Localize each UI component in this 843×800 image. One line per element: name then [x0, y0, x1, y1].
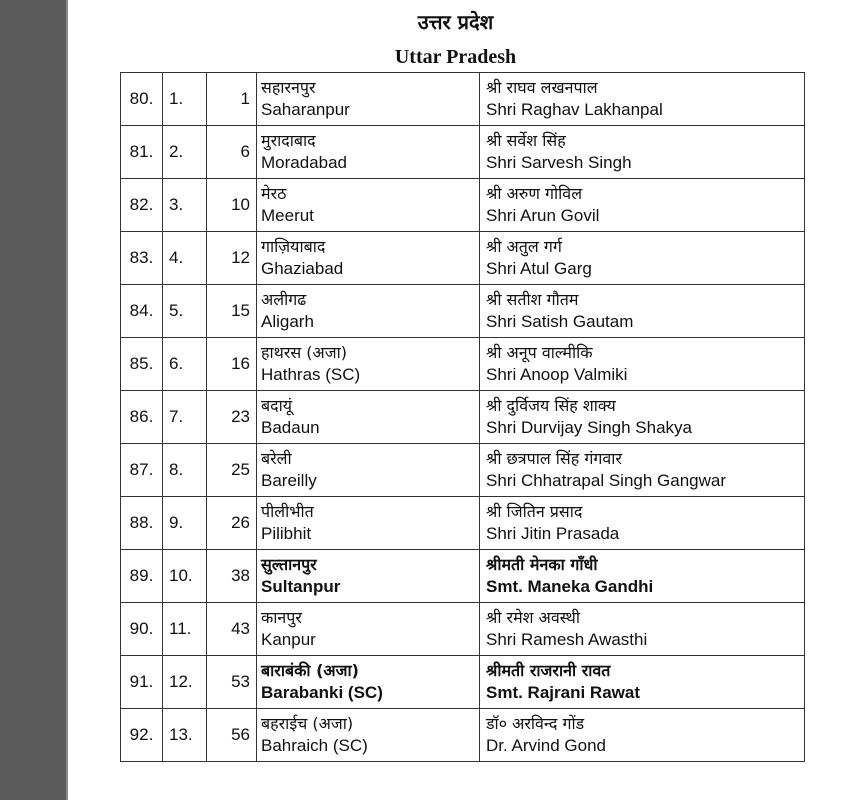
- state-serial-cell: [163, 603, 207, 656]
- candidate-name-hindi: डॉ० अरविन्द गोंड: [486, 714, 585, 733]
- constituency-name-english: Pilibhit: [261, 524, 312, 543]
- constituency-cell: [257, 338, 480, 391]
- constituency-number: 10: [231, 195, 250, 214]
- candidate-cell: [480, 444, 805, 497]
- constituency-name-hindi: बाराबंकी (अजा): [261, 661, 359, 680]
- table-row: [121, 603, 805, 656]
- serial-number: 80.: [129, 89, 154, 108]
- constituency-cell: [257, 285, 480, 338]
- table-row: [121, 497, 805, 550]
- candidate-cell: [480, 126, 805, 179]
- constituency-name-english: Aligarh: [261, 312, 314, 331]
- constituency-number: 6: [240, 142, 250, 161]
- serial-number: 90.: [129, 619, 154, 638]
- state-serial-cell: [163, 285, 207, 338]
- document-page: [68, 0, 843, 800]
- constituency-number: 23: [231, 407, 250, 426]
- constituency-cell: [257, 73, 480, 126]
- state-serial-cell: [163, 497, 207, 550]
- candidate-name-english: Shri Raghav Lakhanpal: [486, 100, 663, 119]
- state-serial-number: 6.: [169, 354, 184, 373]
- candidate-cell: [480, 391, 805, 444]
- constituency-name-hindi: कानपुर: [261, 608, 302, 627]
- constituency-number: 15: [231, 301, 250, 320]
- candidate-name-english: Shri Arun Govil: [486, 206, 600, 225]
- table-row: [121, 656, 805, 709]
- constituency-name-hindi: बदायूं: [261, 396, 293, 415]
- serial-number: 86.: [129, 407, 154, 426]
- serial-number: 92.: [129, 725, 154, 744]
- table-row: [121, 73, 805, 126]
- state-serial-cell: [163, 444, 207, 497]
- constituency-number: 25: [231, 460, 250, 479]
- serial-cell: [121, 497, 163, 550]
- constituency-name-english: Saharanpur: [261, 100, 350, 119]
- constituency-cell: [257, 179, 480, 232]
- serial-cell: [121, 391, 163, 444]
- state-serial-number: 2.: [169, 142, 184, 161]
- constituency-cell: [257, 656, 480, 709]
- table-row: [121, 232, 805, 285]
- state-serial-cell: [163, 338, 207, 391]
- serial-cell: [121, 550, 163, 603]
- candidate-name-english: Shri Chhatrapal Singh Gangwar: [486, 471, 727, 490]
- candidate-name-hindi: श्री अनूप वाल्मीकि: [486, 343, 593, 362]
- constituency-name-english: Sultanpur: [261, 577, 341, 596]
- serial-cell: [121, 656, 163, 709]
- serial-cell: [121, 285, 163, 338]
- state-serial-cell: [163, 126, 207, 179]
- table-row: [121, 444, 805, 497]
- serial-number: 87.: [129, 460, 154, 479]
- candidate-cell: [480, 550, 805, 603]
- table-row: [121, 126, 805, 179]
- table-row: [121, 391, 805, 444]
- serial-cell: [121, 338, 163, 391]
- constituency-number-cell: [207, 709, 257, 762]
- constituency-number: 38: [231, 566, 250, 585]
- constituency-number-cell: [207, 73, 257, 126]
- constituency-name-hindi: सुल्तानपुर: [261, 555, 317, 574]
- state-serial-cell: [163, 709, 207, 762]
- candidate-name-hindi: श्री रमेश अवस्थी: [486, 608, 581, 627]
- constituency-name-hindi: मेरठ: [261, 184, 287, 203]
- constituency-cell: [257, 232, 480, 285]
- candidate-name-english: Shri Anoop Valmiki: [486, 365, 628, 384]
- constituency-number: 43: [231, 619, 250, 638]
- state-serial-number: 10.: [169, 566, 193, 585]
- candidate-name-hindi: श्री सतीश गौतम: [486, 290, 579, 309]
- serial-number: 82.: [129, 195, 154, 214]
- constituency-number-cell: [207, 603, 257, 656]
- constituency-number-cell: [207, 550, 257, 603]
- constituency-cell: [257, 603, 480, 656]
- candidate-cell: [480, 232, 805, 285]
- candidate-name-english: Shri Durvijay Singh Shakya: [486, 418, 692, 437]
- serial-number: 85.: [129, 354, 154, 373]
- state-serial-number: 13.: [169, 725, 193, 744]
- candidate-name-english: Shri Sarvesh Singh: [486, 153, 632, 172]
- constituency-name-english: Ghaziabad: [261, 259, 344, 278]
- constituency-name-english: Barabanki (SC): [261, 683, 383, 702]
- constituency-number-cell: [207, 126, 257, 179]
- candidate-cell: [480, 709, 805, 762]
- candidate-name-hindi: श्रीमती राजरानी रावत: [486, 661, 611, 680]
- candidate-name-hindi: श्रीमती मेनका गाँधी: [486, 555, 598, 574]
- state-serial-cell: [163, 73, 207, 126]
- constituency-cell: [257, 444, 480, 497]
- constituency-number-cell: [207, 497, 257, 550]
- constituency-name-hindi: हाथरस (अजा): [261, 343, 348, 362]
- candidate-name-english: Smt. Rajrani Rawat: [486, 683, 640, 702]
- candidate-name-hindi: श्री राघव लखनपाल: [486, 78, 598, 97]
- constituency-number: 53: [231, 672, 250, 691]
- candidate-cell: [480, 338, 805, 391]
- candidate-name-english: Shri Satish Gautam: [486, 312, 634, 331]
- serial-cell: [121, 73, 163, 126]
- constituency-number-cell: [207, 285, 257, 338]
- table-row: [121, 285, 805, 338]
- serial-cell: [121, 603, 163, 656]
- candidate-name-hindi: श्री जितिन प्रसाद: [486, 502, 583, 521]
- state-serial-number: 8.: [169, 460, 184, 479]
- candidate-cell: [480, 656, 805, 709]
- serial-number: 91.: [129, 672, 154, 691]
- candidate-name-hindi: श्री छत्रपाल सिंह गंगवार: [486, 449, 622, 468]
- constituency-name-english: Bareilly: [261, 471, 317, 490]
- state-serial-cell: [163, 232, 207, 285]
- constituency-name-english: Bahraich (SC): [261, 736, 368, 755]
- state-serial-number: 7.: [169, 407, 184, 426]
- constituency-name-english: Kanpur: [261, 630, 316, 649]
- constituency-cell: [257, 497, 480, 550]
- serial-number: 89.: [129, 566, 154, 585]
- serial-number: 84.: [129, 301, 154, 320]
- constituency-name-hindi: पीलीभीत: [261, 502, 314, 521]
- candidate-cell: [480, 285, 805, 338]
- constituency-number-cell: [207, 179, 257, 232]
- table-row: [121, 338, 805, 391]
- candidate-name-hindi: श्री दुर्विजय सिंह शाक्य: [486, 396, 616, 415]
- serial-cell: [121, 126, 163, 179]
- constituency-number: 1: [240, 89, 250, 108]
- table-row: [121, 550, 805, 603]
- constituency-name-english: Badaun: [261, 418, 320, 437]
- constituency-number: 12: [231, 248, 250, 267]
- candidate-name-hindi: श्री सर्वेश सिंह: [486, 131, 566, 150]
- candidate-cell: [480, 603, 805, 656]
- table-row: [121, 179, 805, 232]
- candidate-name-english: Smt. Maneka Gandhi: [486, 577, 654, 596]
- serial-cell: [121, 232, 163, 285]
- constituency-cell: [257, 709, 480, 762]
- constituency-name-english: Hathras (SC): [261, 365, 361, 384]
- table-row: [121, 709, 805, 762]
- candidate-name-english: Shri Ramesh Awasthi: [486, 630, 648, 649]
- constituency-name-hindi: मुरादाबाद: [261, 131, 316, 150]
- serial-number: 83.: [129, 248, 154, 267]
- constituency-number-cell: [207, 444, 257, 497]
- candidate-name-hindi: श्री अतुल गर्ग: [486, 237, 562, 256]
- viewer-side-panel: [0, 0, 66, 800]
- constituency-number-cell: [207, 338, 257, 391]
- candidate-cell: [480, 497, 805, 550]
- state-serial-cell: [163, 656, 207, 709]
- constituency-name-english: Meerut: [261, 206, 314, 225]
- page-title-english: Uttar Pradesh: [394, 46, 517, 68]
- constituency-number: 16: [231, 354, 250, 373]
- serial-cell: [121, 444, 163, 497]
- constituency-cell: [257, 391, 480, 444]
- constituency-number-cell: [207, 391, 257, 444]
- constituency-number-cell: [207, 232, 257, 285]
- constituency-name-hindi: बहराईच (अजा): [261, 714, 354, 733]
- constituency-name-hindi: अलीगढ: [261, 290, 307, 309]
- candidates-table: [120, 72, 805, 762]
- constituency-number: 26: [231, 513, 250, 532]
- serial-cell: [121, 709, 163, 762]
- serial-number: 88.: [129, 513, 154, 532]
- state-serial-number: 9.: [169, 513, 184, 532]
- constituency-name-english: Moradabad: [261, 153, 348, 172]
- page-title-hindi: उत्तर प्रदेश: [417, 10, 494, 34]
- serial-number: 81.: [129, 142, 154, 161]
- constituency-number-cell: [207, 656, 257, 709]
- constituency-cell: [257, 550, 480, 603]
- constituency-cell: [257, 126, 480, 179]
- state-serial-cell: [163, 179, 207, 232]
- candidate-name-english: Dr. Arvind Gond: [486, 736, 607, 755]
- state-serial-cell: [163, 391, 207, 444]
- constituency-name-hindi: गाज़ियाबाद: [261, 237, 326, 256]
- state-serial-number: 3.: [169, 195, 184, 214]
- constituency-number: 56: [231, 725, 250, 744]
- constituency-name-hindi: सहारनपुर: [261, 78, 316, 97]
- state-serial-number: 12.: [169, 672, 193, 691]
- candidate-name-english: Shri Jitin Prasada: [486, 524, 620, 543]
- state-serial-number: 4.: [169, 248, 184, 267]
- candidate-name-english: Shri Atul Garg: [486, 259, 592, 278]
- constituency-name-hindi: बरेली: [261, 449, 292, 468]
- state-serial-cell: [163, 550, 207, 603]
- candidate-cell: [480, 73, 805, 126]
- state-serial-number: 1.: [169, 89, 184, 108]
- state-serial-number: 5.: [169, 301, 184, 320]
- serial-cell: [121, 179, 163, 232]
- state-serial-number: 11.: [169, 619, 192, 638]
- candidate-name-hindi: श्री अरुण गोविल: [486, 184, 583, 203]
- candidate-cell: [480, 179, 805, 232]
